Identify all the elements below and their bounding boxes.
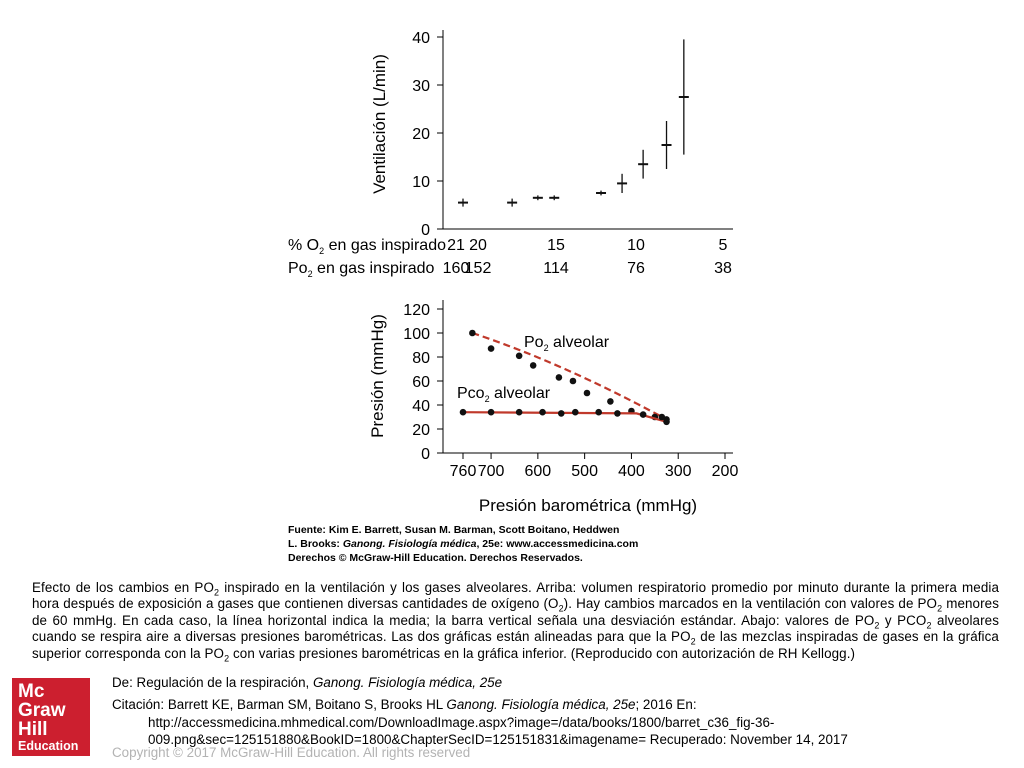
pco2-data-point <box>659 414 666 421</box>
o2-percent-tick-label: 15 <box>547 237 565 254</box>
citation-from: De: Regulación de la respiración, Ganong. Fisiología médica, 25e <box>112 675 503 690</box>
po2-tick-label: 152 <box>464 260 492 277</box>
source-line-3: Derechos © McGraw-Hill Education. Derechos Reservados. <box>288 552 583 564</box>
po2-data-point <box>607 398 614 405</box>
figure-caption: Efecto de los cambios en $PO_2$ inspirado en la ventilación y los gases alveolares. Arriba: volumen respiratorio promedio por minuto durante la primera media hora después de exposición a gases que contienen diversas cantidades de oxígeno $(O_2)$. Hay cambios marcados en la ventilación con valores de $PO_2$ menores de 60 mmHg. En cada caso, la línea horizontal indica la media; la barra vertical señala una desviación estándar. Abajo: valores de $PO_2$ y $PCO_2$ alveolares cuando se respira aire a diversas presiones barométricas. Las dos gráficas están alineadas para que la $PO_2$ de las mezclas inspiradas de gases en la gráfica superior corresponda con la $PO_2$ con varias presiones barométricas en la gráfica inferior. (Reproducido con autorización de RH Kellogg.) <box>32 580 1000 664</box>
top-y-tick-label: 0 <box>421 222 430 239</box>
pco2-data-point <box>572 409 579 416</box>
bottom-x-tick-label: 200 <box>711 463 739 480</box>
source-line-1: Fuente: Kim E. Barrett, Susan M. Barman, Scott Boitano, Heddwen <box>288 524 620 536</box>
po2-data-point <box>556 374 563 381</box>
pco2-data-point <box>663 419 670 426</box>
o2-percent-tick-label: 21 <box>447 237 465 254</box>
bottom-x-tick-label: 700 <box>477 463 505 480</box>
bottom-x-label: Presión barométrica (mmHg) <box>478 496 698 515</box>
bottom-y-tick-label: 80 <box>412 350 430 367</box>
bottom-y-tick-label: 120 <box>403 302 430 319</box>
pco2-data-point <box>516 409 523 416</box>
pco2-data-point <box>614 410 621 417</box>
bottom-y-label: Presión (mmHg) <box>368 314 387 438</box>
pco2-data-point <box>539 409 546 416</box>
bottom-y-tick-label: 60 <box>412 374 430 391</box>
top-y-tick-label: 20 <box>412 126 430 143</box>
bottom-x-tick-label: 600 <box>524 463 552 480</box>
po2-tick-label: 114 <box>543 260 569 277</box>
citation-text: Citación: Barrett KE, Barman SM, Boitano S, Brooks HL Ganong. Fisiología médica, 25e; 2016 En: <box>112 697 697 712</box>
pco2-data-point <box>460 409 467 416</box>
top-y-tick-label: 10 <box>412 174 430 191</box>
mcgraw-hill-logo: Mc Graw Hill Education <box>12 678 90 756</box>
bottom-y-tick-label: 0 <box>421 446 430 463</box>
bottom-x-tick-label: 760 <box>449 463 477 480</box>
pco2-data-point <box>488 409 495 416</box>
po2-data-point <box>488 345 495 352</box>
pco2-alveolar-label: Pco$_2$ alveolar <box>457 385 551 404</box>
po2-data-point <box>584 390 591 397</box>
figure-background <box>286 22 734 564</box>
o2-percent-tick-label: 5 <box>718 237 728 254</box>
top-y-label: Ventilación (L/min) <box>370 54 389 194</box>
po2-data-point <box>530 362 537 369</box>
copyright-notice: Copyright © 2017 McGraw-Hill Education. All rights reserved <box>112 745 471 760</box>
o2-percent-row-label: % $O_2$ en gas inspirado <box>288 237 446 256</box>
po2-data-point <box>516 353 523 360</box>
bottom-y-tick-label: 100 <box>403 326 430 343</box>
source-line-2: L. Brooks: Ganong. Fisiología médica, 25e: www.accessmedicina.com <box>288 538 639 550</box>
bottom-x-tick-label: 300 <box>664 463 692 480</box>
top-y-tick-label: 30 <box>412 78 430 95</box>
bottom-y-tick-label: 20 <box>412 422 430 439</box>
po2-tick-label: 160 <box>442 260 470 277</box>
o2-percent-tick-label: 10 <box>627 237 645 254</box>
po2-alveolar-label: $Po_2$ alveolar <box>524 334 610 353</box>
pco2-data-point <box>558 410 565 417</box>
pco2-data-point <box>640 411 647 418</box>
bottom-x-tick-label: 500 <box>571 463 598 480</box>
citation-url[interactable]: http://accessmedicina.mhmedical.com/DownloadImage.aspx?image=/data/books/1800/barret_c36_fig-36-009.png&sec=125151880&BookID=1800&ChapterSecID=125151831&imagename= Recuperado: November 14, 2017 <box>148 715 848 747</box>
po2-row-label: $Po_2$ en gas inspirado <box>288 260 435 279</box>
o2-percent-tick-label: 20 <box>469 237 487 254</box>
po2-data-point <box>469 330 476 337</box>
top-y-tick-label: 40 <box>412 30 430 47</box>
po2-data-point <box>570 378 577 385</box>
pco2-data-point <box>595 409 602 416</box>
bottom-y-tick-label: 40 <box>412 398 430 415</box>
bottom-x-tick-label: 400 <box>618 463 645 480</box>
po2-tick-label: 38 <box>714 260 732 277</box>
po2-tick-label: 76 <box>627 260 645 277</box>
